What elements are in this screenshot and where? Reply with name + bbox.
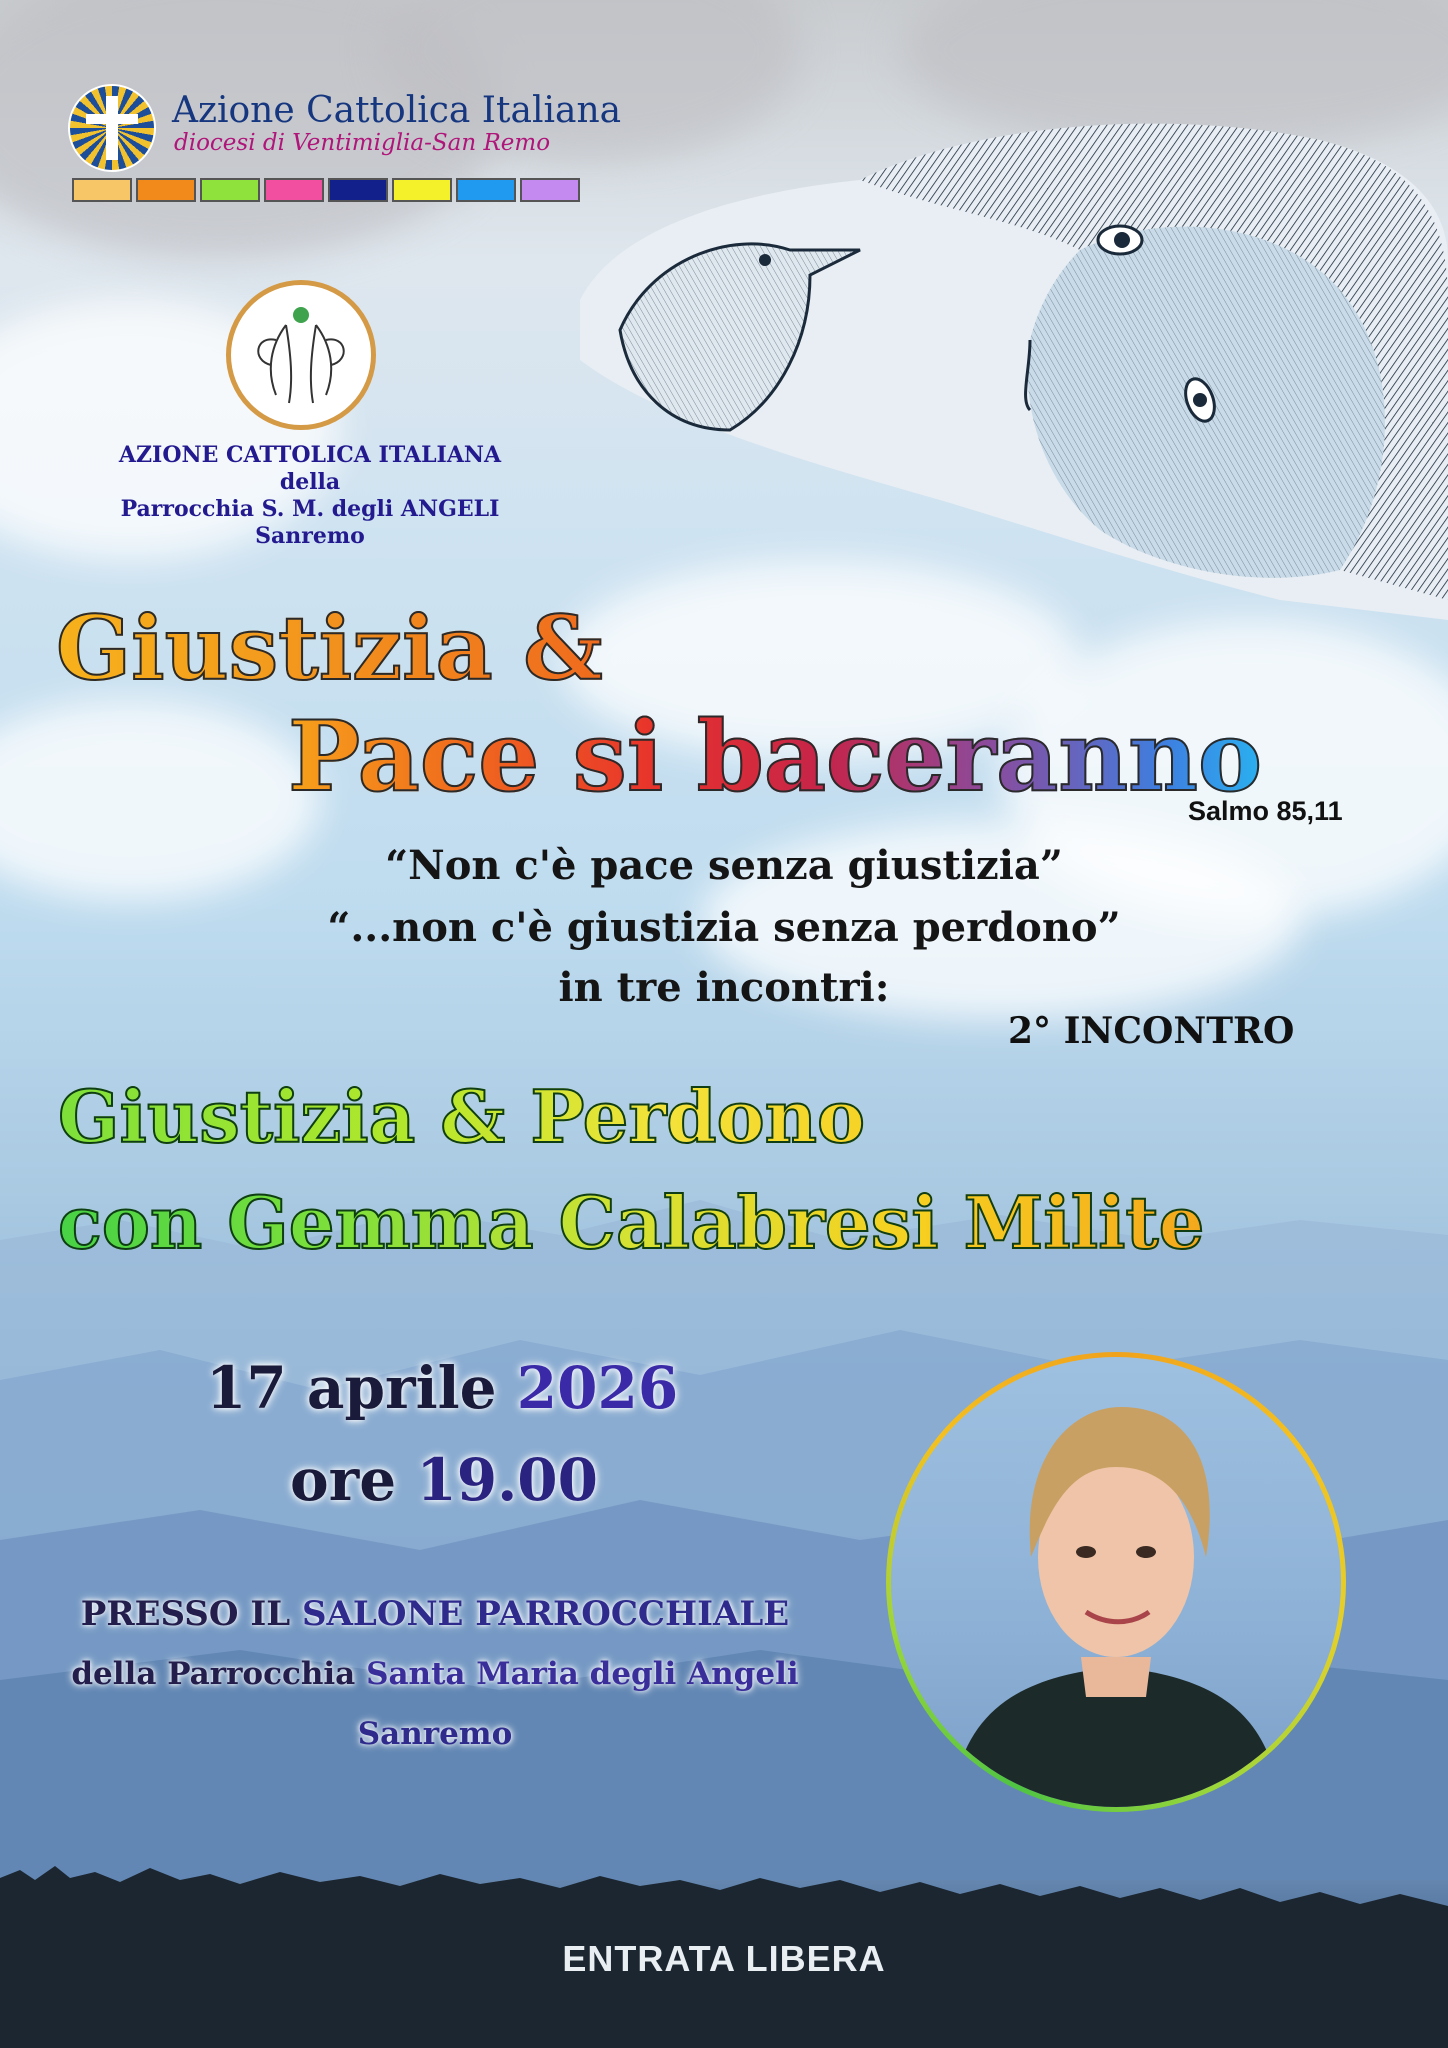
parish-logo [226, 280, 376, 430]
main-title-line2: Pace si baceranno [288, 700, 1262, 813]
color-bar [72, 178, 580, 202]
main-title-line1: Giustizia & [56, 596, 603, 700]
time-value: 19.00 [416, 1446, 598, 1514]
color-swatch [456, 178, 516, 202]
angels-icon [231, 285, 371, 425]
parish-name-block [90, 442, 530, 550]
parish-line: AZIONE CATTOLICA ITALIANA [118, 442, 502, 468]
meeting-number: 2° INCONTRO [1008, 1010, 1295, 1052]
color-swatch [72, 178, 132, 202]
venue-text: SALONE PARROCCHIALE [301, 1594, 790, 1634]
org-title: Azione Cattolica Italiana [172, 90, 622, 131]
quote-line: in tre incontri: [558, 964, 890, 1011]
speaker-portrait [886, 1352, 1346, 1812]
quote-line: “Non c'è pace senza giustizia” [385, 842, 1063, 889]
psalm-reference: Salmo 85,11 [1188, 796, 1343, 826]
meeting-topic: Giustizia & Perdono [58, 1074, 866, 1159]
free-entry-label: ENTRATA LIBERA [562, 1938, 886, 1979]
venue-line [0, 1594, 870, 1634]
parish-line: Sanremo [255, 523, 365, 549]
color-swatch [200, 178, 260, 202]
speaker-line: con Gemma Calabresi Milite [58, 1180, 1205, 1265]
color-swatch [392, 178, 452, 202]
venue-text: PRESSO IL [80, 1594, 291, 1634]
date-day-month: 17 aprile [206, 1354, 497, 1422]
color-swatch [328, 178, 388, 202]
cross-icon [106, 96, 118, 160]
speaker-photo [891, 1357, 1341, 1807]
quote-line: “...non c'è giustizia senza perdono” [327, 904, 1121, 951]
org-subtitle: diocesi di Ventimiglia-San Remo [174, 130, 551, 156]
venue-line [0, 1656, 870, 1692]
color-swatch [136, 178, 196, 202]
time-prefix: ore [290, 1446, 397, 1514]
venue-text: Santa Maria degli Angeli [366, 1656, 799, 1692]
date-year: 2026 [516, 1354, 679, 1422]
parish-line: della [279, 469, 341, 495]
venue-city: Sanremo [357, 1716, 513, 1752]
color-swatch [264, 178, 324, 202]
event-date [206, 1354, 678, 1422]
aci-logo [68, 84, 156, 172]
engraving-woman-dove-illustration [560, 100, 1448, 620]
event-time [290, 1446, 598, 1514]
venue-text: della Parrocchia [71, 1656, 356, 1692]
parish-line: Parrocchia S. M. degli ANGELI [120, 496, 500, 522]
